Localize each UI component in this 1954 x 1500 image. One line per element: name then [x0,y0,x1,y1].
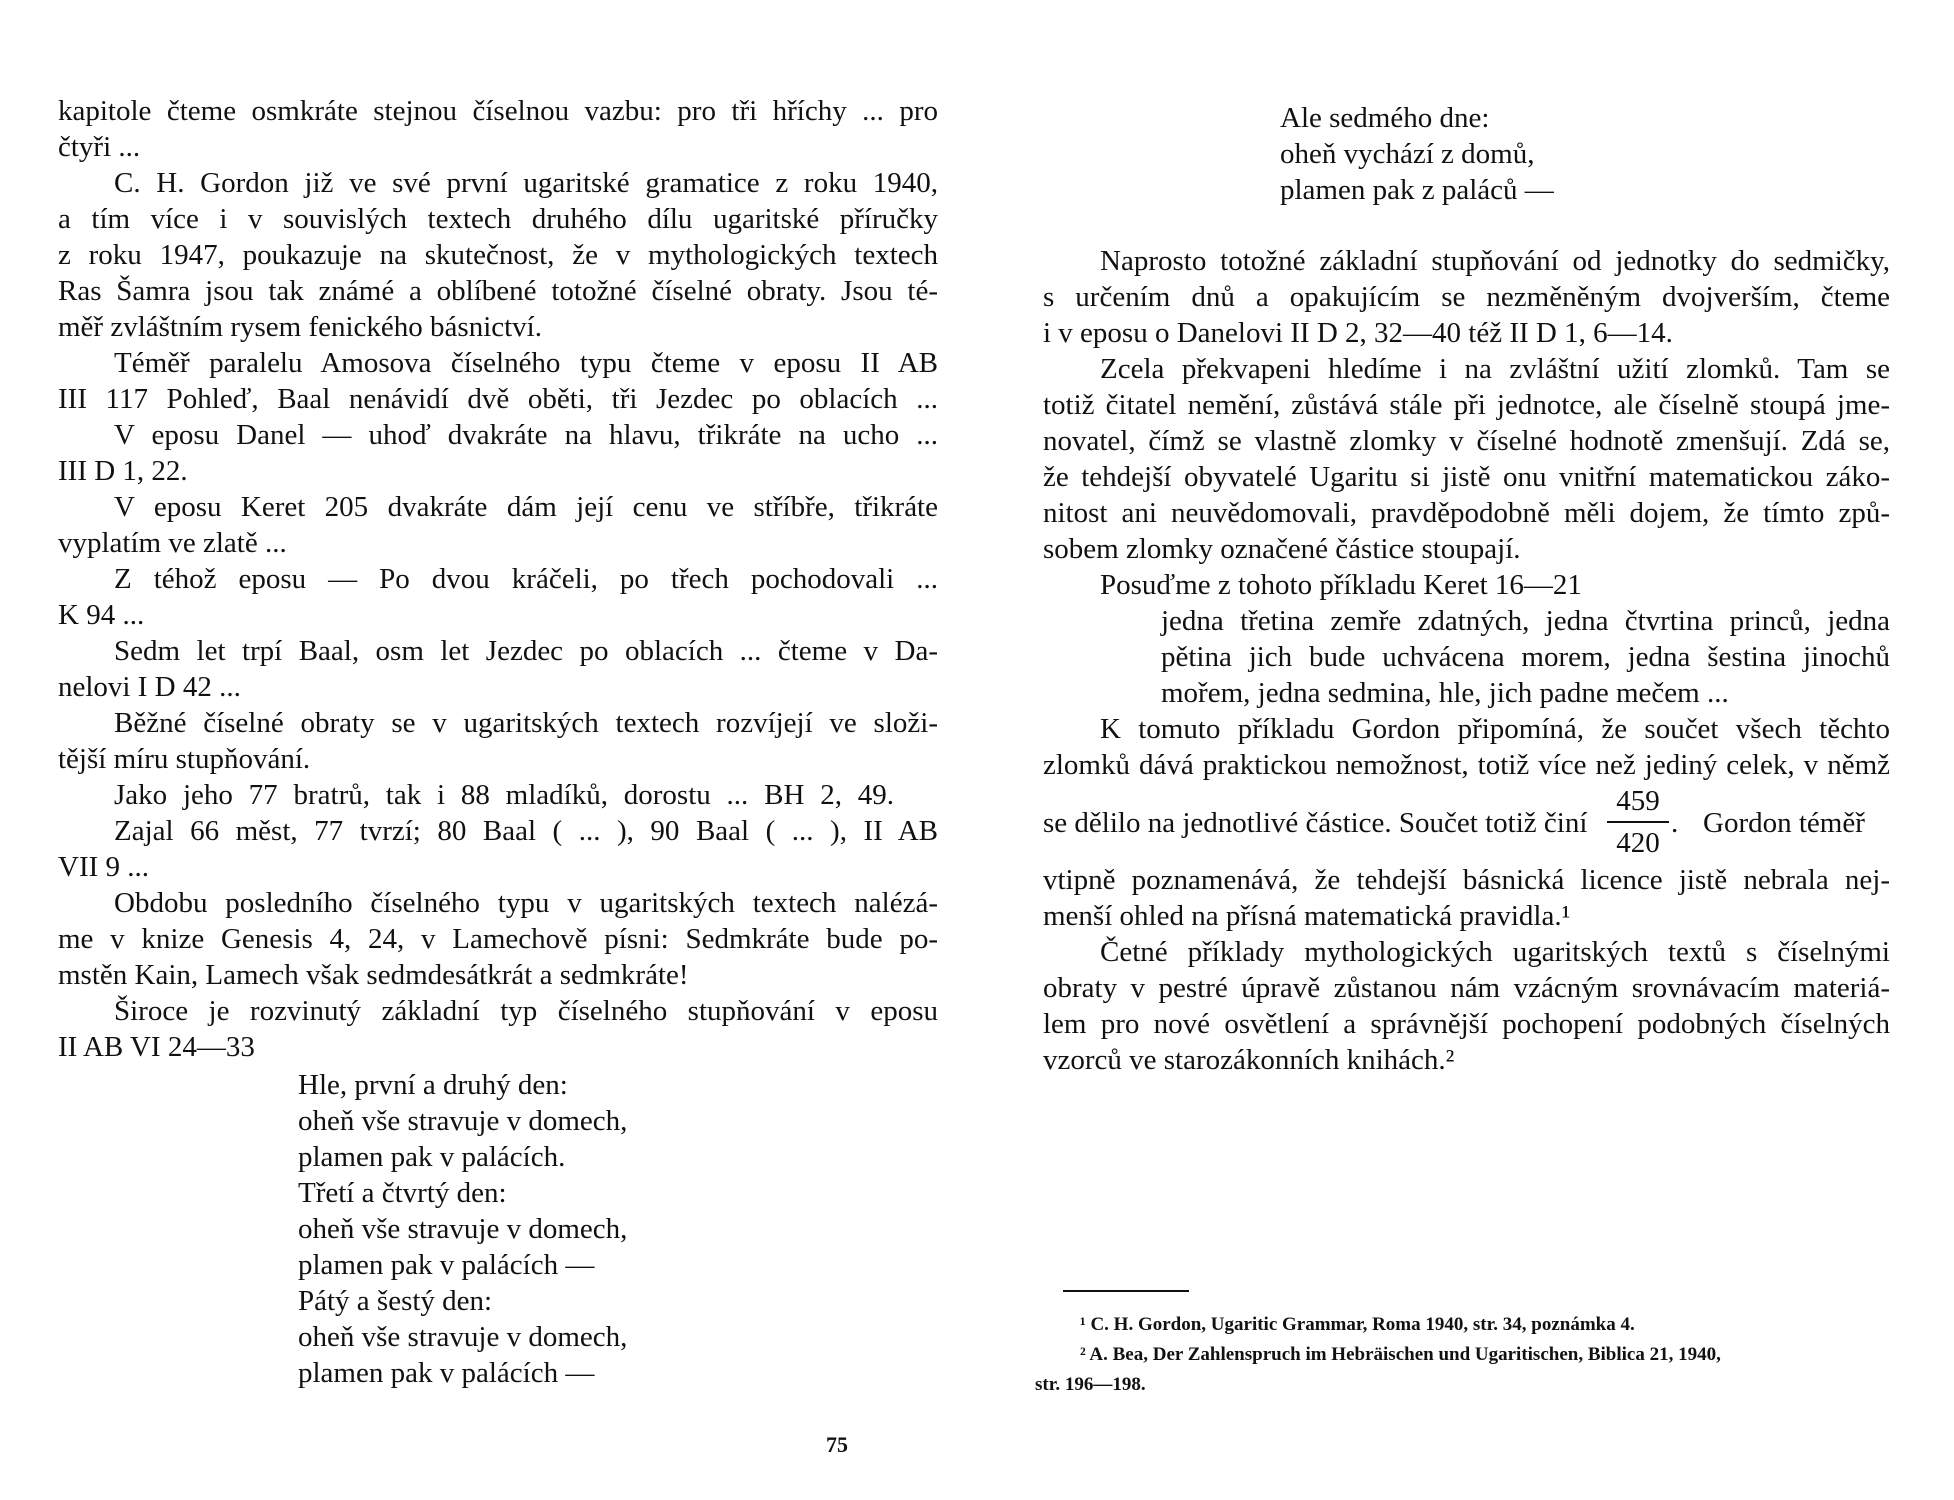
footnote-rule [1063,1290,1189,1292]
body-line: Široce je rozvinutý základní typ číselného stupňování v eposu [114,995,938,1027]
body-line: nitost ani neuvědomovali, pravděpodobně měli dojem, že tímto způ- [1043,497,1890,529]
body-line: III D 1, 22. [58,455,188,487]
verse-line: oheň vše stravuje v domech, [298,1321,628,1353]
body-line: C. H. Gordon již ve své první ugaritské gramatice z roku 1940, [114,167,938,199]
body-line: K tomuto příkladu Gordon připomíná, že součet všech těchto [1100,713,1890,745]
quote-line: mořem, jedna sedmina, hle, jich padne mečem ... [1161,677,1729,709]
body-line: menší ohled na přísná matematická pravidla.¹ [1043,900,1571,932]
body-line: Četné příklady mythologických ugaritských textů s číselnými [1100,936,1890,968]
body-line: V eposu Keret 205 dvakráte dám její cenu ve stříbře, třikráte [114,491,938,523]
body-line: V eposu Danel — uhoď dvakráte na hlavu, třikráte na ucho ... [114,419,938,451]
body-line: Posuďme z tohoto příkladu Keret 16—21 [1100,569,1582,601]
verse-line: Pátý a šestý den: [298,1285,493,1317]
verse-line: plamen pak v palácích — [298,1249,595,1281]
body-line: tější míru stupňování. [58,743,311,775]
verse-line: oheň vychází z domů, [1280,138,1535,170]
verse-line: plamen pak v palácích — [298,1357,595,1389]
body-line: novatel, čímž se vlastně zlomky v číselné hodnotě zmenšují. Zdá se, [1043,425,1890,457]
body-line: mstěn Kain, Lamech však sedmdesátkrát a sedmkráte! [58,959,689,991]
footnote: ¹ C. H. Gordon, Ugaritic Grammar, Roma 1940, str. 34, poznámka 4. [1080,1314,1635,1335]
verse-line: Třetí a čtvrtý den: [298,1177,507,1209]
body-line: z roku 1947, poukazuje na skutečnost, že v mythologických textech [58,239,938,271]
verse-line: plamen pak v palácích. [298,1141,566,1173]
body-line: II AB VI 24—33 [58,1031,255,1063]
body-line: III 117 Pohleď, Baal nenávidí dvě oběti, tři Jezdec po oblacích ... [58,383,938,415]
body-line: Sedm let trpí Baal, osm let Jezdec po oblacích ... čteme v Da- [114,635,938,667]
body-line: zlomků dává praktickou nemožnost, totiž více než jediný celek, v němž [1043,749,1890,781]
fraction-line-text: Gordon téměř [1703,807,1865,839]
body-line: me v knize Genesis 4, 24, v Lamechově písni: Sedmkráte bude po- [58,923,938,955]
body-line: vtipně poznamenává, že tehdejší básnická licence jistě nebrala nej- [1043,864,1890,896]
quote-line: pětina jich bude uchvácena morem, jedna šestina jinochů [1161,641,1890,673]
body-line: že tehdejší obyvatelé Ugaritu si jistě onu vnitřní matematickou záko- [1043,461,1890,493]
fraction-period: . [1671,807,1679,839]
body-line: Téměř paralelu Amosova číselného typu čteme v eposu II AB [114,347,938,379]
verse-line: Ale sedmého dne: [1280,102,1490,134]
body-line: obraty v pestré úpravě zůstanou nám vzácným srovnávacím materiá- [1043,972,1890,1004]
body-line: K 94 ... [58,599,145,631]
quote-line: jedna třetina zemře zdatných, jedna čtvrtina princů, jedna [1161,605,1890,637]
body-line: totiž čitatel nemění, zůstává stále při jednotce, ale číselně stoupá jme- [1043,389,1890,421]
fraction-denominator: 420 [1616,827,1660,859]
verse-line: plamen pak z paláců — [1280,174,1554,206]
body-line: Běžné číselné obraty se v ugaritských textech rozvíjejí ve složi- [114,707,938,739]
body-line: nelovi I D 42 ... [58,671,241,703]
page-number: 75 [826,1432,848,1457]
body-line: Ras Šamra jsou tak známé a oblíbené totožné číselné obraty. Jsou té- [58,275,938,307]
footnote: str. 196—198. [1035,1374,1146,1395]
fraction-bar [1607,821,1669,823]
right-page [977,0,1954,1500]
body-line: i v eposu o Danelovi II D 2, 32—40 též II D 1, 6—14. [1043,317,1673,349]
body-line: Zcela překvapeni hledíme i na zvláštní užití zlomků. Tam se [1100,353,1890,385]
body-line: VII 9 ... [58,851,150,883]
verse-line: oheň vše stravuje v domech, [298,1105,628,1137]
body-line: kapitole čteme osmkráte stejnou číselnou vazbu: pro tři hříchy ... pro [58,95,938,127]
body-line: Z téhož eposu — Po dvou kráčeli, po třech pochodovali ... [114,563,938,595]
footnote: ² A. Bea, Der Zahlenspruch im Hebräischen und Ugaritischen, Biblica 21, 1940, [1080,1344,1721,1365]
verse-line: oheň vše stravuje v domech, [298,1213,628,1245]
body-line: s určením dnů a opakujícím se nezměněným dvojverším, čteme [1043,281,1890,313]
verse-line: Hle, první a druhý den: [298,1069,568,1101]
body-line: čtyři ... [58,131,141,163]
body-line: měř zvláštním rysem fenického básnictví. [58,311,542,343]
fraction-line-text: se dělilo na jednotlivé částice. Součet totiž činí [1043,807,1588,839]
body-line: lem pro nové osvětlení a správnější pochopení podobných číselných [1043,1008,1890,1040]
body-line: sobem zlomky označené částice stoupají. [1043,533,1521,565]
body-line: Zajal 66 měst, 77 tvrzí; 80 Baal ( ... ), 90 Baal ( ... ), II AB [114,815,938,847]
body-line: a tím více i v souvislých textech druhého dílu ugaritské příručky [58,203,938,235]
body-line: Naprosto totožné základní stupňování od jednotky do sedmičky, [1100,245,1890,277]
body-line: Obdobu posledního číselného typu v ugaritských textech nalézá- [114,887,938,919]
fraction-numerator: 459 [1616,785,1660,817]
body-line: vyplatím ve zlatě ... [58,527,287,559]
body-line: Jako jeho 77 bratrů, tak i 88 mladíků, dorostu ... BH 2, 49. [114,779,894,811]
body-line: vzorců ve starozákonních knihách.² [1043,1044,1455,1076]
